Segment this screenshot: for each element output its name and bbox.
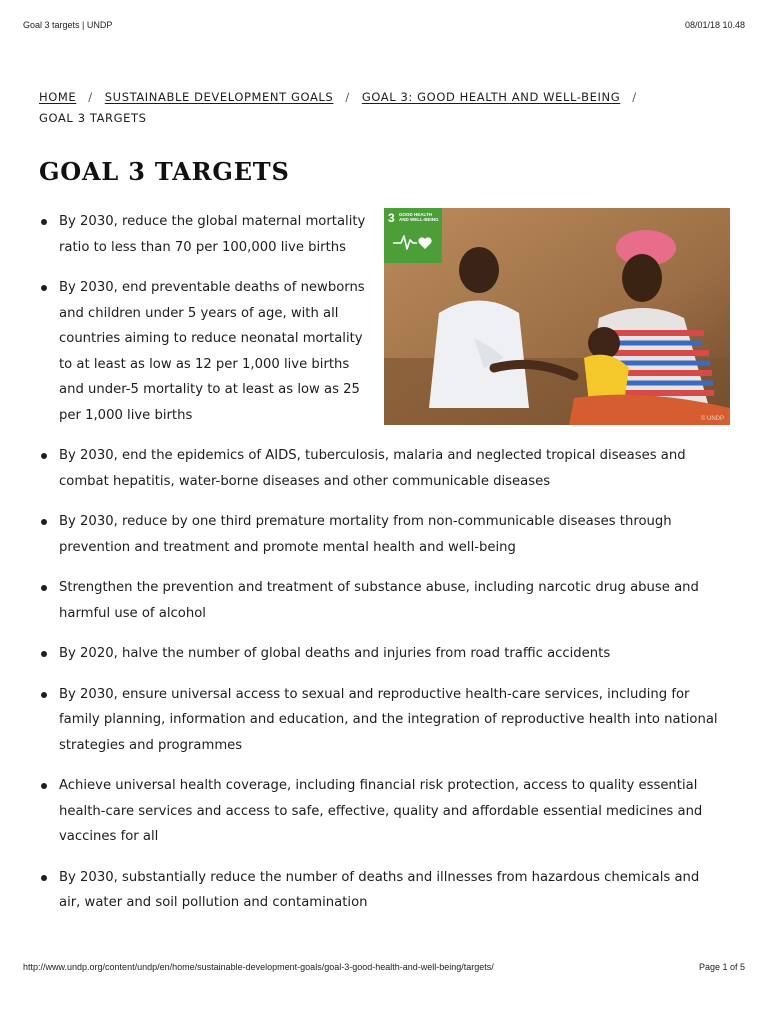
target-item [0,773,729,850]
breadcrumb-goal3-link[interactable]: GOAL 3: GOOD HEALTH AND WELL-BEING [361,90,621,104]
breadcrumb-home-link[interactable]: HOME [39,90,77,104]
target-text: By 2030, end the epidemics of AIDS, tuberculosis, malaria and neglected tropical diseases and combat hepatitis, water-borne diseases and other communicable diseases [59,448,686,489]
target-item [0,865,719,916]
breadcrumb-separator: / [88,90,93,104]
print-header-datetime: 08/01/18 10.48 [684,20,745,30]
breadcrumb-separator: / [632,90,637,104]
target-text: By 2020, halve the number of global deaths and injuries from road traffic accidents [59,646,611,661]
print-footer-url: http://www.undp.org/content/undp/en/home/sustainable-development-goals/goal-3-good-health-and-well-being/targets/ [23,962,494,972]
target-item [0,209,372,260]
target-item [0,443,719,494]
print-footer [23,962,745,974]
target-item [0,509,719,560]
target-text: By 2030, reduce by one third premature mortality from non-communicable diseases through prevention and treatment and promote mental health and well-being [59,514,672,555]
page-title: GOAL 3 TARGETS [39,157,290,186]
sdg-badge-number: 3 [388,211,395,225]
target-item [0,641,719,667]
target-text: By 2030, reduce the global maternal mortality ratio to less than 70 per 100,000 live births [59,214,366,255]
print-header-title: Goal 3 targets | UNDP [23,20,113,30]
target-item [0,275,374,428]
breadcrumb-sdg-link[interactable]: SUSTAINABLE DEVELOPMENT GOALS [104,90,334,104]
breadcrumb-separator: / [345,90,350,104]
target-item [0,682,719,759]
target-item [0,575,719,626]
sdg-badge-label: GOOD HEALTH AND WELL-BEING [399,212,439,222]
target-text: By 2030, ensure universal access to sexual and reproductive health-care services, including for family planning, information and education, and the integration of reproductive health into national strategies and programmes [59,686,718,753]
print-footer-page: Page 1 of 5 [698,962,745,972]
breadcrumb [39,87,739,129]
target-text: Achieve universal health coverage, including financial risk protection, access to quality essential health-care services and access to safe, effective, quality and affordable essential medicines and vaccines for all [59,778,703,844]
targets-list [0,209,768,916]
target-text: By 2030, end preventable deaths of newborns and children under 5 years of age, with all countries aiming to reduce neonatal mortality to at least as low as 12 per 1,000 live births and under-5 mortality to at least as low as 25 per 1,000 live births [59,280,365,423]
photo-credit: © UNDP [700,416,724,422]
breadcrumb-current: GOAL 3 TARGETS [39,111,147,125]
target-text: Strengthen the prevention and treatment of substance abuse, including narcotic drug abuse and harmful use of alcohol [59,580,699,621]
target-text: By 2030, substantially reduce the number of deaths and illnesses from hazardous chemicals and air, water and soil pollution and contamination [59,869,700,910]
print-header [23,20,745,32]
